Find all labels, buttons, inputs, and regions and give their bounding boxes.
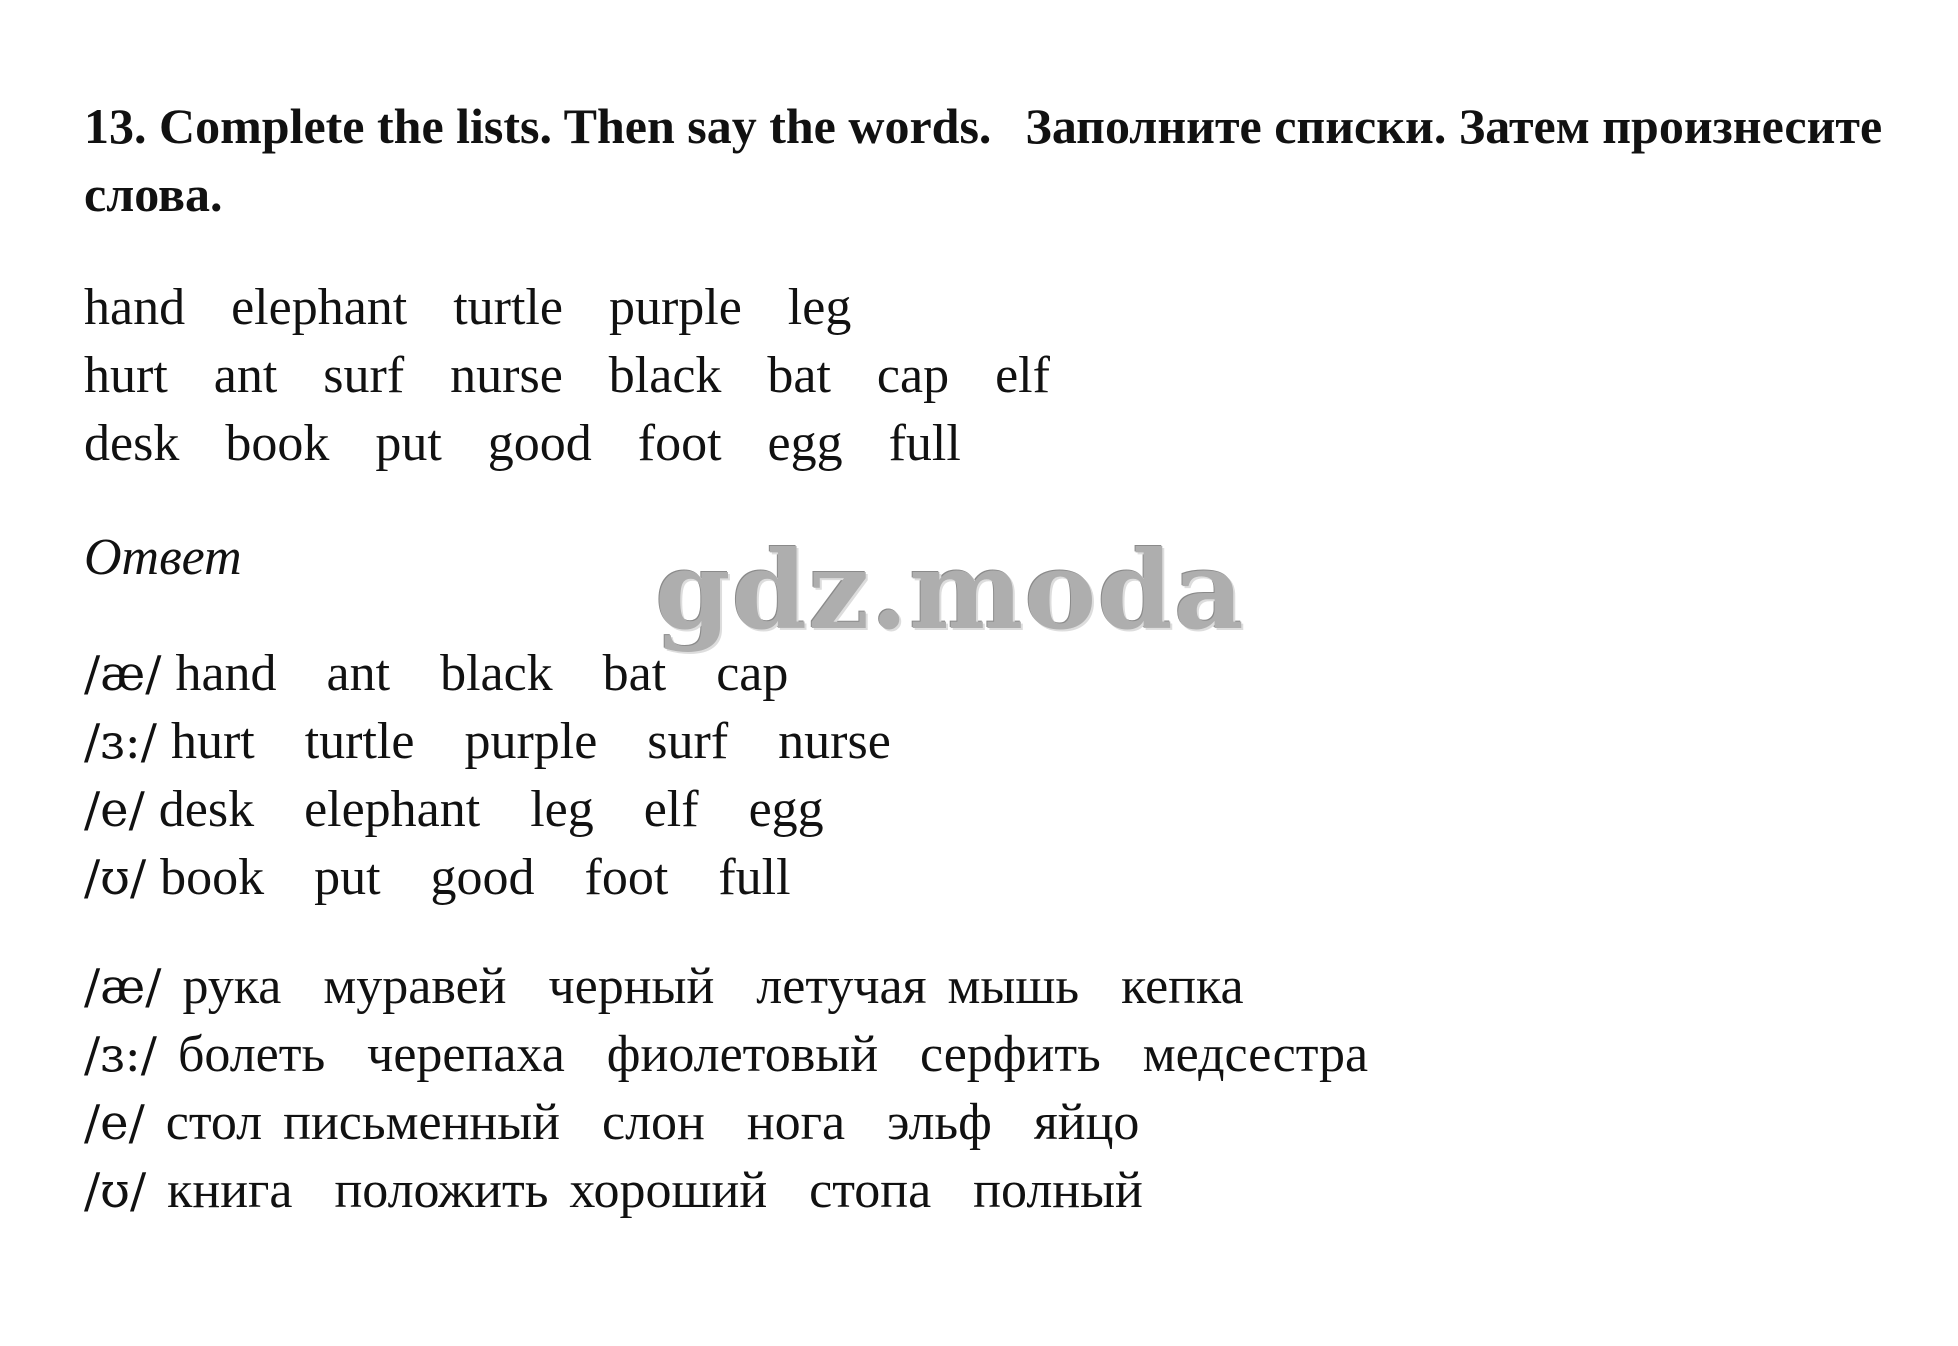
word-list	[84, 274, 1050, 478]
translation-words: болеть черепаха фиолетовый серфить медсестра	[177, 1026, 1369, 1083]
sound-group-row	[84, 844, 891, 912]
translation-row	[84, 1157, 1368, 1225]
translation-row	[84, 1089, 1368, 1157]
sound-words: hurt turtle purple surf nurse	[170, 713, 891, 770]
sound-group-row	[84, 708, 891, 776]
watermark: gdz.moda	[655, 528, 1245, 654]
sound-symbol: /ɜ:/	[84, 714, 157, 770]
sound-symbol: /ʊ/	[84, 1163, 147, 1219]
task-title-russian: Заполните списки. Затем произнесите слова.	[84, 98, 1883, 222]
sound-words: book put good foot full	[160, 849, 791, 906]
sound-words: hand ant black bat cap	[175, 645, 789, 702]
word-list-line: hand elephant turtle purple leg	[84, 279, 852, 336]
sound-group-row	[84, 776, 891, 844]
sound-symbol: /ʊ/	[84, 850, 147, 906]
translation-words: книга положить хороший стопа полный	[167, 1162, 1143, 1219]
sound-group-row	[84, 640, 891, 708]
translation-row	[84, 1021, 1368, 1089]
sound-symbol: /æ/	[84, 646, 162, 702]
sound-symbol: /ɜ:/	[84, 1027, 157, 1083]
task-title-english: 13. Complete the lists. Then say the words.	[84, 98, 992, 154]
sound-symbol: /e/	[84, 782, 145, 838]
translation-row	[84, 953, 1368, 1021]
answer-label: Ответ	[84, 529, 242, 586]
sound-words: desk elephant leg elf egg	[158, 781, 824, 838]
translation-groups	[84, 953, 1368, 1225]
task-title	[84, 92, 1884, 228]
word-list-line: desk book put good foot egg full	[84, 415, 961, 472]
sound-symbol: /e/	[84, 1095, 145, 1151]
sound-groups	[84, 640, 891, 912]
word-list-line: hurt ant surf nurse black bat cap elf	[84, 347, 1050, 404]
translation-words: рука муравей черный летучая мышь кепка	[182, 958, 1244, 1015]
translation-words: стол письменный слон нога эльф яйцо	[165, 1094, 1140, 1151]
sound-symbol: /æ/	[84, 959, 162, 1015]
